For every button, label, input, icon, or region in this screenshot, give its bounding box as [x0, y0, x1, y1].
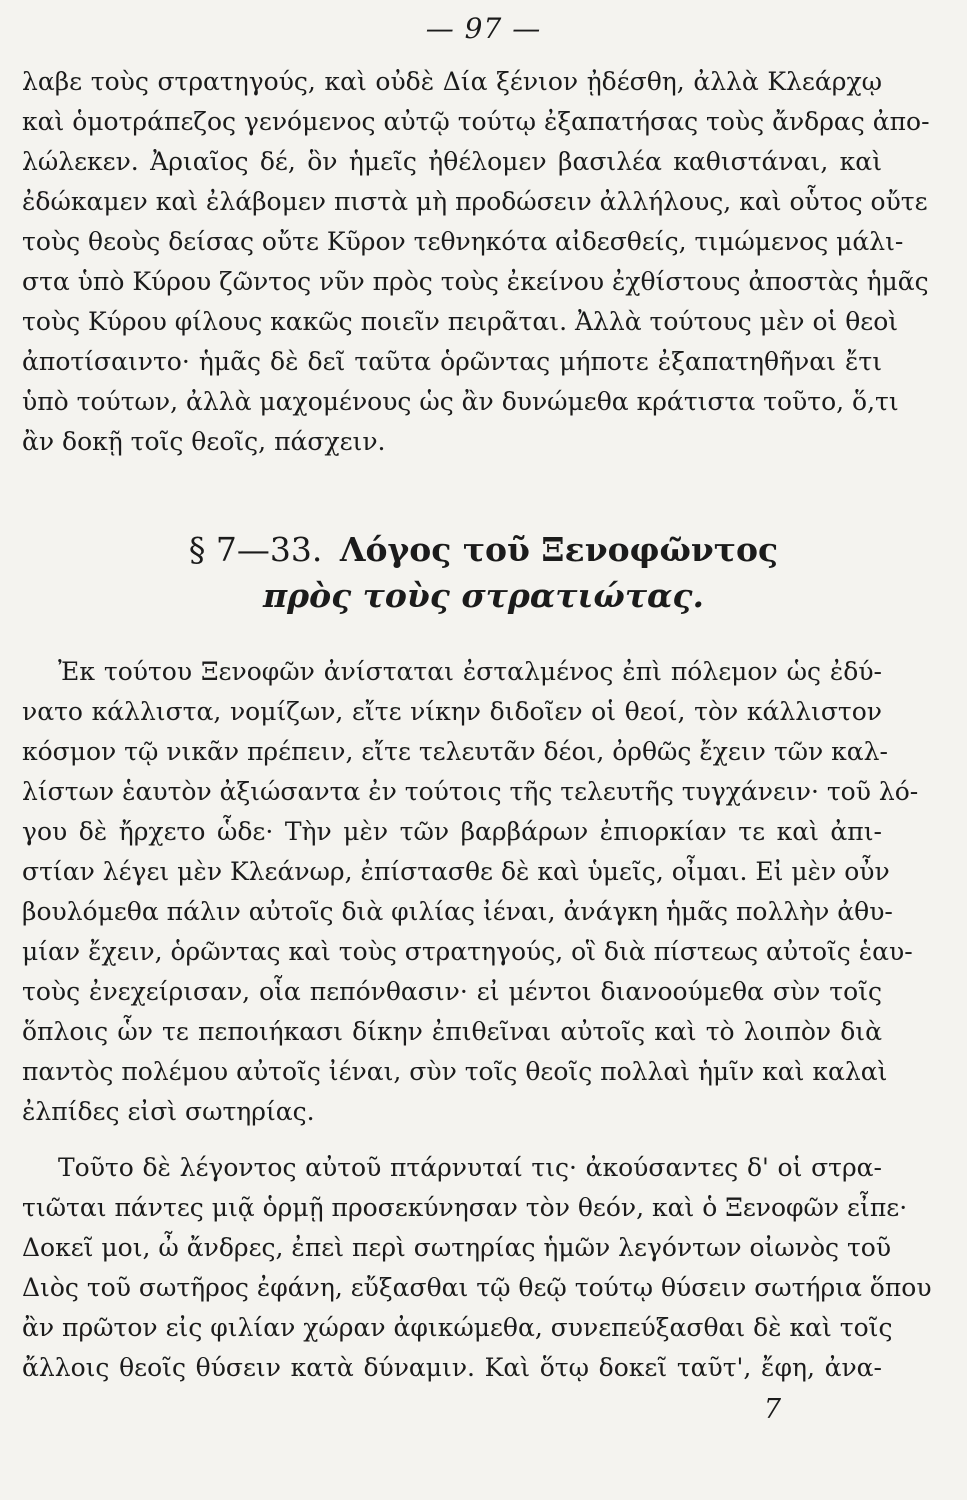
text-line: Δοκεῖ μοι, ὦ ἄνδρες, ἐπεὶ περὶ σωτηρίας ἡμῶν λεγόντων οἰωνὸς τοῦ — [22, 1233, 892, 1262]
signature-mark: 7 — [763, 1394, 781, 1425]
text-line: ἂν πρῶτον εἰς φιλίαν χώραν ἀφικώμεθα, συνεπεύξασθαι δὲ καὶ τοῖς — [22, 1313, 893, 1342]
text-line: λίστων ἑαυτὸν ἀξιώσαντα ἐν τούτοις τῆς τελευτῆς τυγχάνειν· τοῦ λό- — [22, 777, 919, 806]
text-line: Ἐκ τούτου Ξενοφῶν ἀνίσταται ἐσταλμένος ἐπὶ πόλεμον ὡς ἐδύ- — [58, 657, 882, 686]
text-line: ἂν δοκῇ τοῖς θεοῖς, πάσχειν. — [22, 427, 386, 456]
page-number: — 97 — — [425, 12, 542, 45]
text-line: τοὺς ἐνεχείρισαν, οἷα πεπόνθασιν· εἰ μέντοι διανοούμεθα σὺν τοῖς — [22, 977, 882, 1006]
text-line: ἐδώκαμεν καὶ ἐλάβομεν πιστὰ μὴ προδώσειν ἀλλήλους, καὶ οὗτος οὔτε — [22, 187, 928, 216]
paragraph-2 — [22, 652, 919, 1132]
text-line: στα ὑπὸ Κύρου ζῶντος νῦν πρὸς τοὺς ἐκείνου ἐχθίστους ἀποστὰς ἡμᾶς — [22, 267, 929, 296]
text-line: τοὺς Κύρου φίλους κακῶς ποιεῖν πειρᾶται. Ἀλλὰ τούτους μὲν οἱ θεοὶ — [22, 307, 899, 336]
section-title-line-2: πρὸς τοὺς στρατιώτας. — [262, 576, 705, 615]
text-line: γου δὲ ἤρχετο ὧδε· Τὴν μὲν τῶν βαρβάρων ἐπιορκίαν τε καὶ ἀπι- — [22, 817, 882, 846]
text-line: λαβε τοὺς στρατηγούς, καὶ οὐδὲ Δία ξένιον ᾐδέσθη, ἀλλὰ Κλεάρχῳ — [22, 67, 882, 96]
section-title-line-1: Λόγος τοῦ Ξενοφῶντος — [339, 530, 779, 569]
text-line: ἀποτίσαιντο· ἡμᾶς δὲ δεῖ ταῦτα ὁρῶντας μήποτε ἐξαπατηθῆναι ἔτι — [22, 347, 882, 376]
text-line: τοὺς θεοὺς δείσας οὔτε Κῦρον τεθνηκότα αἰδεσθείς, τιμώμενος μάλι- — [22, 227, 904, 256]
text-line: ἐλπίδες εἰσὶ σωτηρίας. — [22, 1097, 315, 1126]
paragraph-1 — [22, 62, 930, 462]
text-line: ὑπὸ τούτων, ἀλλὰ μαχομένους ὡς ἂν δυνώμεθα κράτιστα τοῦτο, ὅ,τι — [22, 387, 899, 416]
section-heading — [0, 528, 967, 572]
text-line: στίαν λέγει μὲν Κλεάνωρ, ἐπίστασθε δὲ καὶ ὑμεῖς, οἶμαι. Εἰ μὲν οὖν — [22, 857, 890, 886]
text-line: καὶ ὁμοτράπεζος γενόμενος αὐτῷ τούτῳ ἐξαπατήσας τοὺς ἄνδρας ἀπο- — [22, 107, 930, 136]
text-line: βουλόμεθα πάλιν αὐτοῖς διὰ φιλίας ἰέναι, ἀνάγκη ἡμᾶς πολλὴν ἀθυ- — [22, 897, 893, 926]
text-line: κόσμον τῷ νικᾶν πρέπειν, εἴτε τελευτᾶν δέοι, ὀρθῶς ἔχειν τῶν καλ- — [22, 737, 888, 766]
text-line: ἄλλοις θεοῖς θύσειν κατὰ δύναμιν. Καὶ ὅτῳ δοκεῖ ταῦτ', ἔφη, ἀνα- — [22, 1353, 882, 1382]
text-line: μίαν ἔχειν, ὁρῶντας καὶ τοὺς στρατηγούς, οἳ διὰ πίστεως αὐτοῖς ἑαυ- — [22, 937, 913, 966]
section-subheading — [0, 574, 967, 618]
text-line: Τοῦτο δὲ λέγοντος αὐτοῦ πτάρνυταί τις· ἀκούσαντες δ' οἱ στρα- — [58, 1153, 882, 1182]
text-line: νατο κάλλιστα, νομίζων, εἴτε νίκην διδοῖεν οἱ θεοί, τὸν κάλλιστον — [22, 697, 882, 726]
paragraph-3 — [22, 1148, 932, 1388]
text-line: παντὸς πολέμου αὐτοῖς ἰέναι, σὺν τοῖς θεοῖς πολλαὶ ἡμῖν καὶ καλαὶ — [22, 1057, 888, 1086]
text-line: Διὸς τοῦ σωτῆρος ἐφάνη, εὔξασθαι τῷ θεῷ τούτῳ θύσειν σωτήρια ὅπου — [22, 1273, 932, 1302]
text-line: ὅπλοις ὧν τε πεποιήκασι δίκην ἐπιθεῖναι αὐτοῖς καὶ τὸ λοιπὸν διὰ — [22, 1017, 882, 1046]
text-line: τιῶται πάντες μιᾷ ὁρμῇ προσεκύνησαν τὸν θεόν, καὶ ὁ Ξενοφῶν εἶπε· — [22, 1193, 908, 1222]
text-line: λώλεκεν. Ἀριαῖος δέ, ὃν ἡμεῖς ἠθέλομεν βασιλέα καθιστάναι, καὶ — [22, 147, 882, 176]
section-number: § 7—33. — [188, 530, 323, 569]
